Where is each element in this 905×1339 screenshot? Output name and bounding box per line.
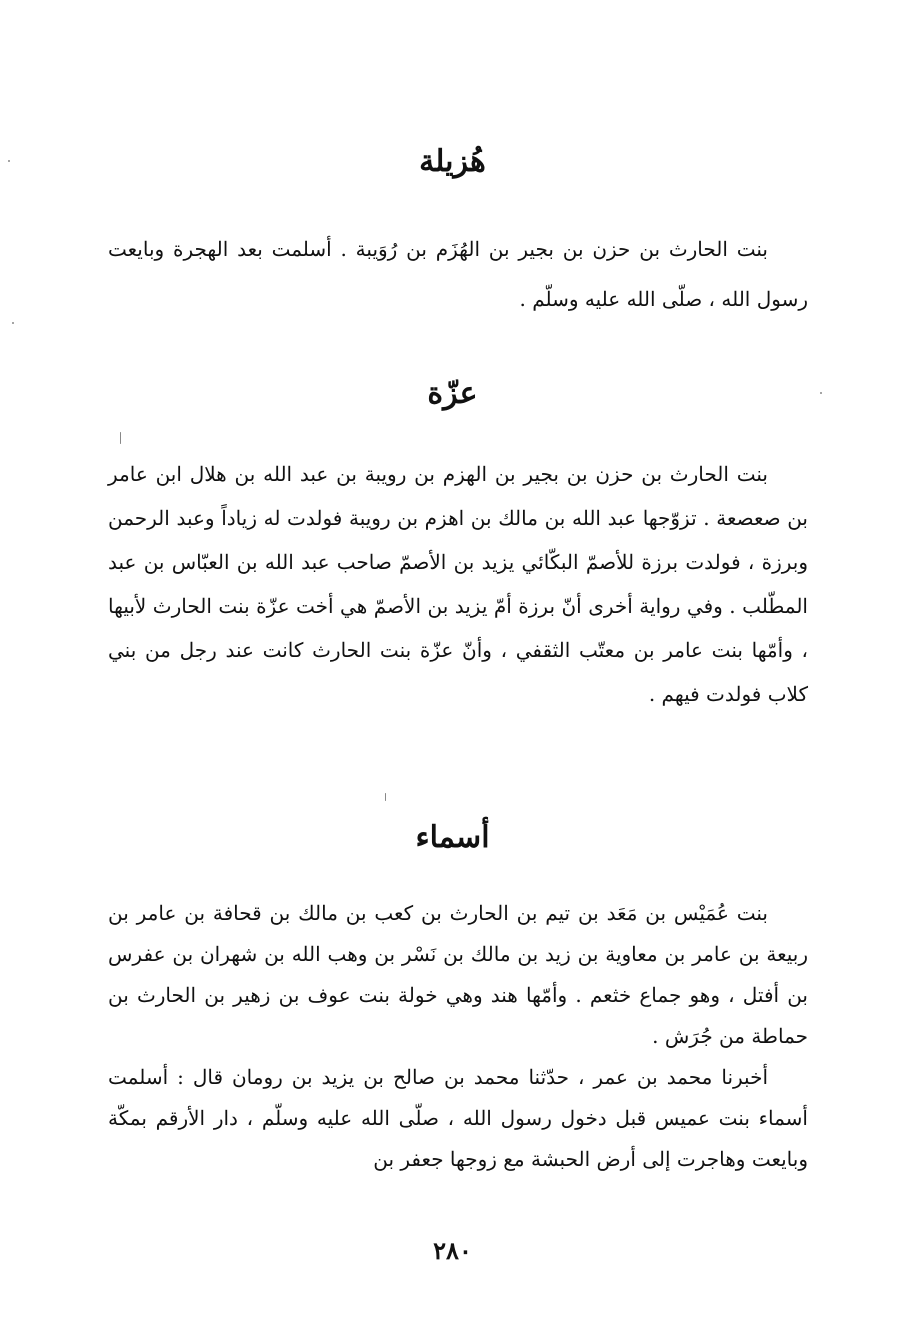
scan-speck [8,160,10,162]
section-body-huzayla [108,224,808,324]
section-body-azza [108,452,808,716]
section-body-asma [108,893,808,1180]
paragraph: بنت عُمَيْس بن مَعَد بن تيم بن الحارث بن كعب بن مالك بن قحافة بن عامر بن ربيعة بن عامر بن معاوية بن زيد بن مالك بن نَسْر بن وهب الله بن شهران بن عفرس بن أفتل ، وهو جماع خثعم . وأمّها هند وهي خولة بنت عوف بن زهير بن الحارث بن حماطة من جُرَش . [108,901,808,1048]
paragraph: بنت الحارث بن حزن بن بجير بن الهزم بن رويبة بن عبد الله بن هلال ابن عامر بن صعصعة . تزوّجها عبد الله بن مالك بن اهزم بن رويبة فولدت له زياداً وعبد الرحمن وبرزة ، فولدت برزة للأصمّ البكّائي يزيد بن الأصمّ صاحب عبد الله بن العبّاس بن عبد المطّلب . وفي رواية أخرى أنّ برزة أمّ يزيد بن الأصمّ هي أخت عزّة بنت الحارث لأبيها ، وأمّها بنت عامر بن معتّب الثقفي ، وأنّ عزّة بنت الحارث كانت عند رجل من بني كلاب فولدت فيهم . [108,462,808,706]
paragraph: بنت الحارث بن حزن بن بجير بن الهُزَم بن رُوَيبة . أسلمت بعد الهجرة وبايعت رسول الله ، صلّى الله عليه وسلّم . [108,237,808,311]
section-heading-azza: عزّة [427,376,478,411]
scan-speck [120,432,121,444]
paragraph: أخبرنا محمد بن عمر ، حدّثنا محمد بن صالح بن يزيد بن رومان قال : أسلمت أسماء بنت عميس قبل دخول رسول الله ، صلّى الله عليه وسلّم ، دار الأرقم بمكّة وبايعت وهاجرت إلى أرض الحبشة مع زوجها جعفر بن [108,1065,808,1171]
scan-speck [12,322,14,324]
section-heading-huzayla: هُزيلة [419,144,486,179]
scan-speck [385,793,386,801]
page-number: ٢٨٠ [433,1236,472,1265]
scan-speck [820,392,822,394]
section-heading-asma: أسماء [415,820,490,855]
